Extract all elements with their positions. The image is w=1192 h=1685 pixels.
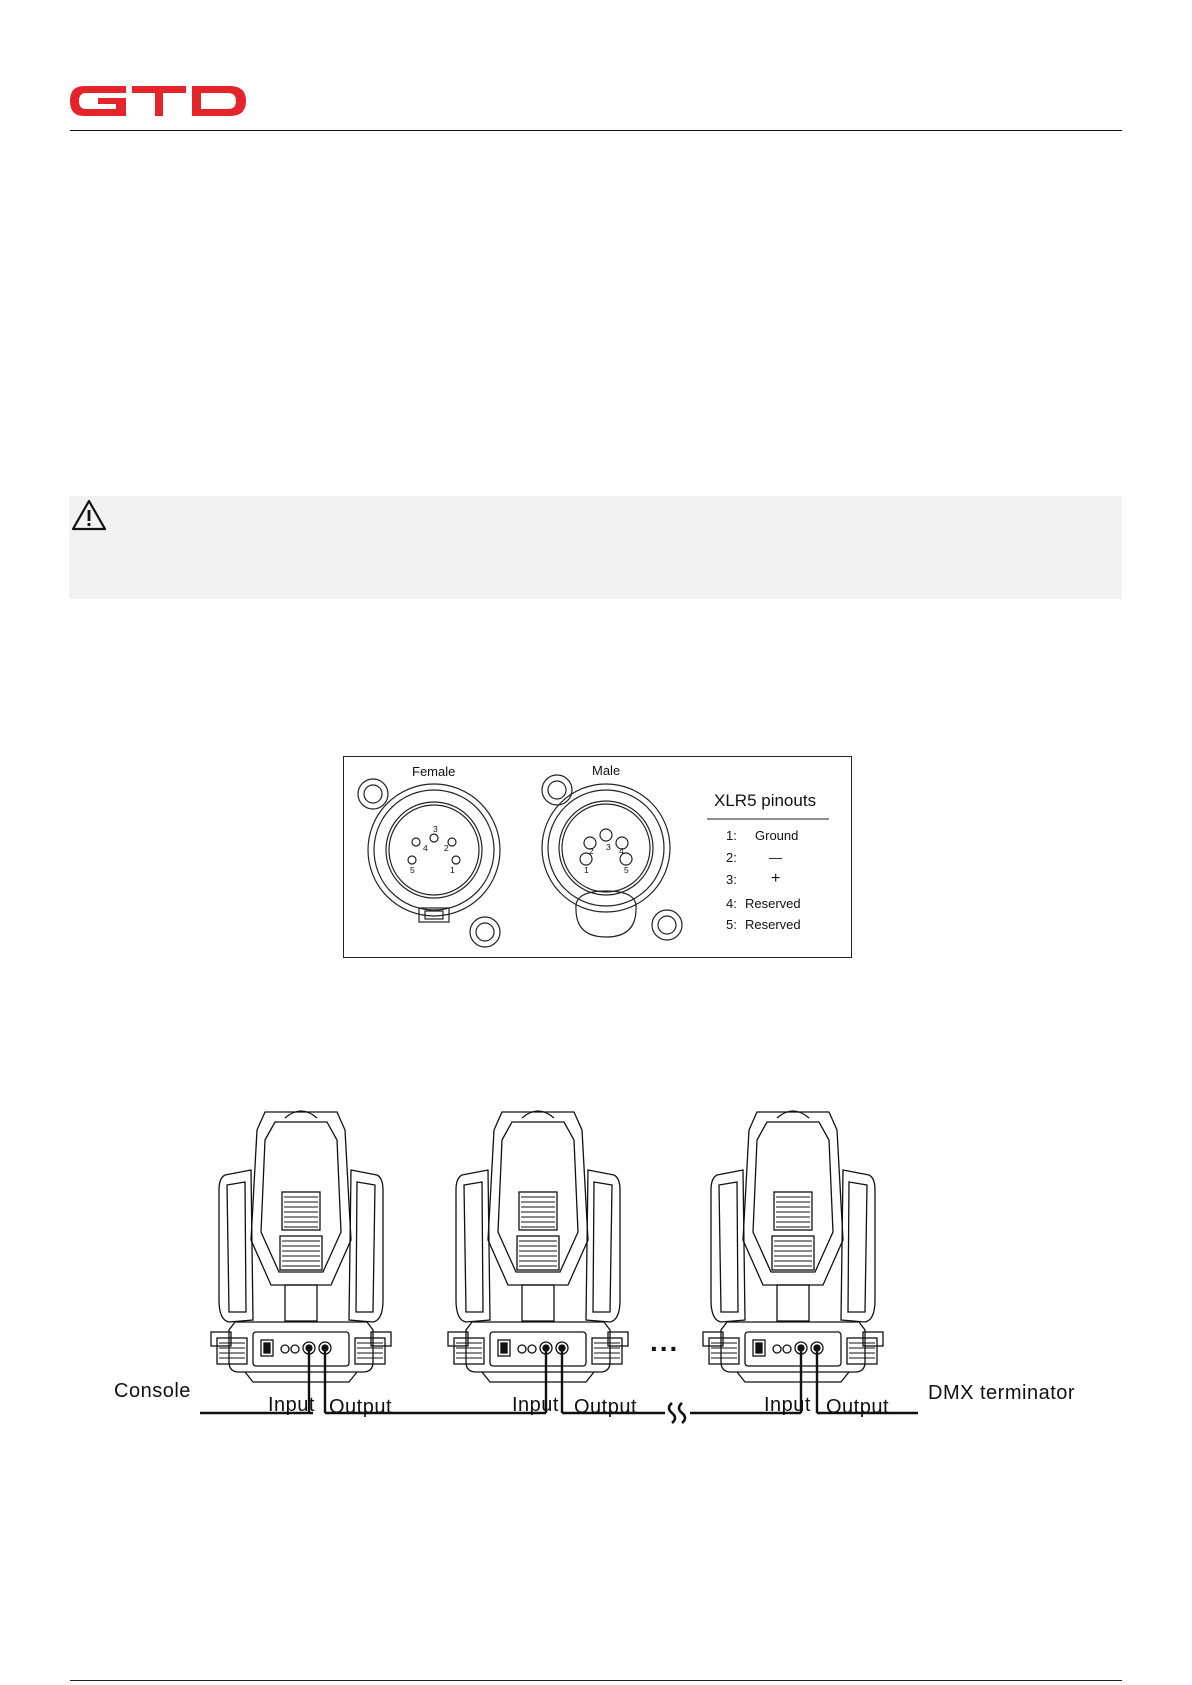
male-pin-label: 1 [584, 865, 589, 875]
input-label: Input [268, 1394, 315, 1416]
female-pin-label: 1 [450, 865, 455, 875]
xlr-pinouts-title: XLR5 pinouts [714, 791, 817, 810]
male-pin-label: 4 [619, 846, 624, 856]
pinout-row: 5: Reserved [726, 917, 801, 932]
female-pin-label: 3 [433, 824, 438, 834]
console-label: Console [114, 1380, 191, 1402]
output-label: Output [574, 1396, 638, 1418]
pinout-row: 1: Ground [726, 828, 799, 843]
input-label: Input [512, 1394, 559, 1416]
gtd-logo [70, 86, 246, 116]
dmx-terminator-label: DMX terminator [928, 1382, 1076, 1404]
xlr-pinout-panel [343, 756, 852, 958]
male-pin-label: 5 [624, 865, 629, 875]
moving-head-fixture-icon [448, 1111, 628, 1382]
output-label: Output [329, 1396, 393, 1418]
input-label: Input [764, 1394, 811, 1416]
pinout-row: 3: + [726, 870, 781, 887]
moving-head-fixture-icon [703, 1111, 883, 1382]
footer-rule [70, 1680, 1122, 1681]
female-pin-label: 5 [410, 865, 415, 875]
pinout-row: 4: Reserved [726, 896, 801, 911]
chain-ellipsis: ... [650, 1326, 680, 1357]
female-pin-label: 4 [423, 843, 428, 853]
male-label: Male [592, 763, 621, 778]
male-pin-label: 3 [606, 842, 611, 852]
pinout-row: 2: — [726, 850, 782, 865]
warning-box [69, 496, 1122, 599]
warning-triangle-icon [71, 498, 107, 532]
female-label: Female [412, 764, 456, 779]
dmx-chain-diagram [100, 1100, 1100, 1430]
output-label: Output [826, 1396, 890, 1418]
header-rule [70, 130, 1122, 131]
moving-head-fixture-icon [211, 1111, 391, 1382]
female-pin-label: 2 [444, 843, 449, 853]
cable-break-icon [669, 1403, 685, 1423]
male-pin-label: 2 [589, 846, 594, 856]
